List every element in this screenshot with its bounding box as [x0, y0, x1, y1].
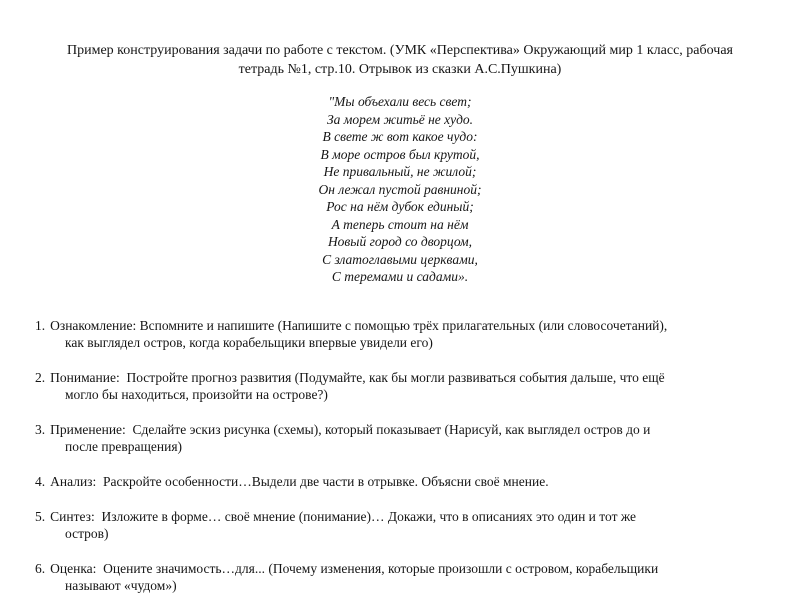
poem-line: Новый город со дворцом,	[327, 234, 473, 249]
task-item-analysis	[35, 473, 800, 490]
task-line	[35, 369, 800, 386]
poem-line: За морем житьё не худо.	[326, 111, 474, 127]
task-text: Оценка: Оцените значимость…для... (Почему изменения, которые произошли с островом, корабельщики	[50, 560, 659, 576]
poem-line: С златоглавыми церквами,	[322, 251, 478, 267]
task-item-application	[35, 421, 800, 455]
poem-line: В море остров был крутой,	[320, 146, 480, 162]
page-title-line-2: тетрадь №1, стр.10. Отрывок из сказки А.С.Пушкина)	[238, 62, 562, 77]
poem-line: Не привальный, не жилой;	[323, 164, 477, 179]
task-line	[35, 560, 800, 577]
task-line	[35, 508, 800, 525]
task-number: 6.	[35, 560, 46, 576]
task-text: Понимание: Постройте прогноз развития (Подумайте, как бы могли развиваться события дальше, что ещё	[50, 369, 665, 385]
task-line: могло бы находиться, произойти на острове?)	[65, 386, 328, 402]
task-text: Ознакомление: Вспомните и напишите (Напишите с помощью трёх прилагательных (или словосочетаний),	[50, 317, 668, 333]
task-line: после превращения)	[65, 438, 183, 454]
task-line	[35, 317, 800, 334]
poem-line: Он лежал пустой равниной;	[318, 181, 482, 197]
task-text: Применение: Сделайте эскиз рисунка (схемы), который показывает (Нарисуй, как выглядел остров до и	[50, 421, 651, 437]
task-item-understanding	[35, 369, 800, 403]
poem-excerpt	[0, 93, 800, 286]
task-line: называют «чудом»)	[65, 577, 177, 593]
task-number: 5.	[35, 508, 46, 524]
poem-line: А теперь стоит на нём	[331, 216, 469, 232]
task-list	[0, 317, 800, 594]
task-number: 2.	[35, 369, 46, 385]
task-text: Анализ: Раскройте особенности…Выдели две части в отрывке. Объясни своё мнение.	[50, 473, 549, 489]
task-line: как выглядел остров, когда корабельщики впервые увидели его)	[65, 334, 433, 350]
task-number: 1.	[35, 317, 46, 333]
task-text: Синтез: Изложите в форме… своё мнение (понимание)… Докажи, что в описаниях это один и тот же	[50, 508, 636, 524]
task-number: 4.	[35, 473, 46, 489]
page-title-line-1: Пример конструирования задачи по работе с текстом. (УМК «Перспектива» Окружающий мир 1 класс, рабочая	[67, 43, 733, 58]
page-title	[0, 0, 800, 79]
task-item-evaluation	[35, 560, 800, 594]
poem-line: В свете ж вот какое чудо:	[322, 129, 478, 144]
poem-line: С теремами и садами».	[331, 269, 469, 284]
task-item-synthesis	[35, 508, 800, 542]
task-line	[35, 473, 800, 490]
poem-line: Рос на нём дубок единый;	[326, 199, 474, 214]
poem-line: "Мы объехали весь свет;	[328, 94, 472, 109]
task-line	[35, 421, 800, 438]
task-item-familiarization	[35, 317, 800, 351]
task-number: 3.	[35, 421, 46, 437]
task-line: остров)	[65, 525, 109, 541]
